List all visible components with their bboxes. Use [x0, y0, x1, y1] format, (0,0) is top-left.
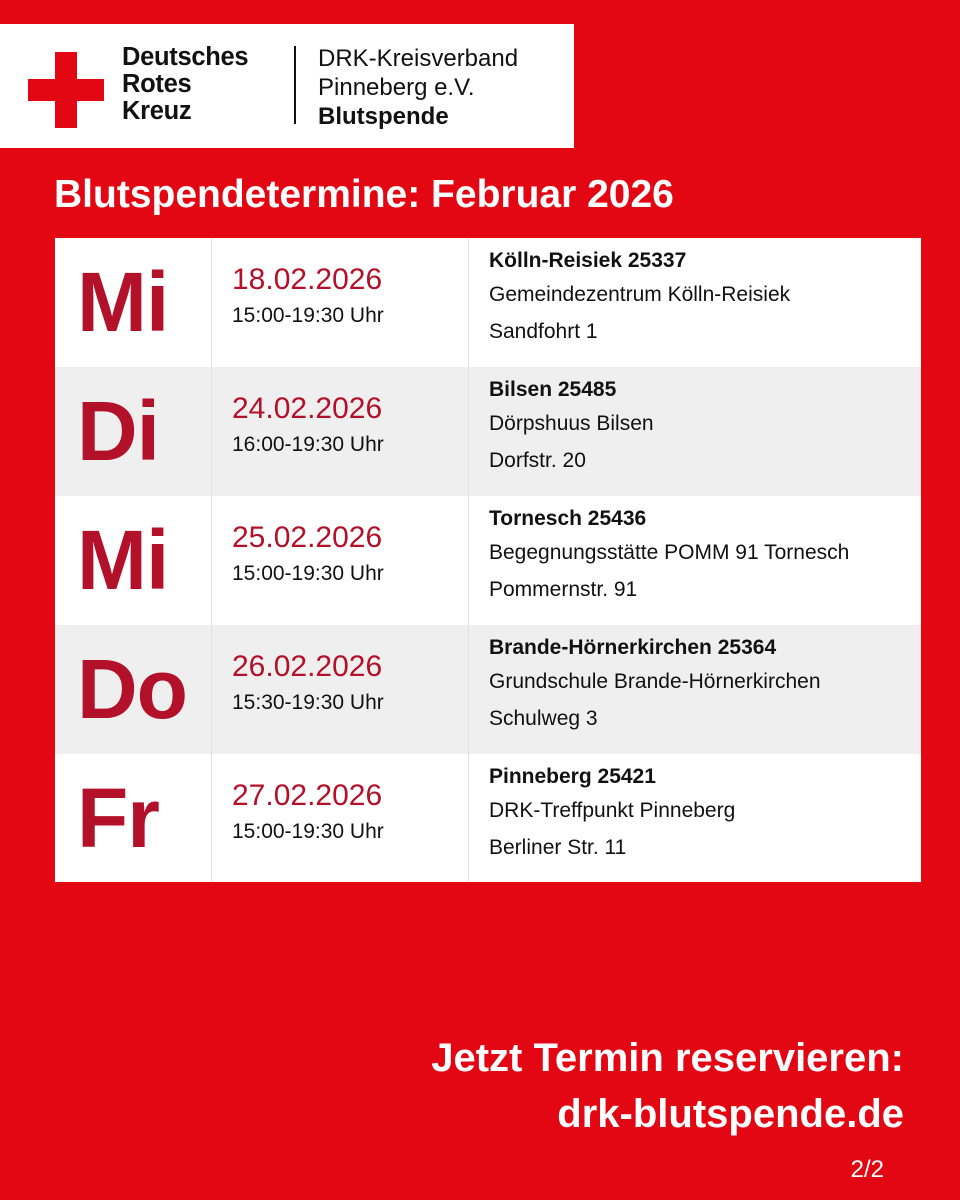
website-link[interactable]: drk-blutspende.de [557, 1092, 904, 1136]
location-cell [469, 238, 921, 367]
location-street: Pommernstr. 91 [489, 578, 638, 601]
location-street: Sandfohrt 1 [489, 320, 598, 343]
weekday: Di [55, 367, 212, 496]
location-cell [469, 625, 921, 754]
location-venue: Gemeindezentrum Kölln-Reisiek [489, 283, 791, 306]
location-street: Schulweg 3 [489, 707, 598, 730]
appointment-time: 15:30-19:30 Uhr [232, 691, 384, 714]
org-name-line: Deutsches [122, 43, 249, 71]
location-venue: Begegnungsstätte POMM 91 Tornesch [489, 541, 850, 564]
date-cell [212, 496, 469, 625]
call-to-action [431, 1030, 904, 1142]
appointment-row [55, 754, 921, 882]
appointment-row [55, 367, 921, 496]
location-cell [469, 367, 921, 496]
page-indicator: 2/2 [850, 1156, 884, 1183]
appointment-row [55, 238, 921, 367]
appointment-date: 26.02.2026 [232, 650, 383, 683]
org-name-line: Kreuz [122, 97, 192, 125]
date-cell [212, 754, 469, 882]
weekday: Mi [55, 238, 212, 367]
appointment-date: 18.02.2026 [232, 263, 383, 296]
sub-org-line: Pinneberg e.V. [318, 74, 475, 101]
location-cell [469, 496, 921, 625]
appointment-time: 16:00-19:30 Uhr [232, 433, 384, 456]
sub-org-line: Blutspende [318, 103, 449, 130]
appointment-row [55, 496, 921, 625]
appointment-row [55, 625, 921, 754]
drk-logo [0, 24, 574, 148]
appointment-time: 15:00-19:30 Uhr [232, 562, 384, 585]
location-cell [469, 754, 921, 882]
location-venue: Dörpshuus Bilsen [489, 412, 654, 435]
red-cross-icon [28, 52, 104, 128]
location-place: Pinneberg 25421 [489, 765, 656, 788]
sub-org-line: DRK-Kreisverband [318, 45, 519, 72]
location-venue: Grundschule Brande-Hörnerkirchen [489, 670, 821, 693]
location-place: Brande-Hörnerkirchen 25364 [489, 636, 777, 659]
appointment-time: 15:00-19:30 Uhr [232, 820, 384, 843]
location-place: Kölln-Reisiek 25337 [489, 249, 687, 272]
date-cell [212, 238, 469, 367]
sub-organisation [318, 44, 518, 131]
date-cell [212, 625, 469, 754]
location-venue: DRK-Treffpunkt Pinneberg [489, 799, 736, 822]
appointment-date: 24.02.2026 [232, 392, 383, 425]
cta-text: Jetzt Termin reservieren: [431, 1036, 904, 1080]
weekday: Fr [55, 754, 212, 882]
weekday: Do [55, 625, 212, 754]
location-place: Bilsen 25485 [489, 378, 617, 401]
appointment-time: 15:00-19:30 Uhr [232, 304, 384, 327]
location-street: Berliner Str. 11 [489, 836, 627, 859]
logo-divider [294, 46, 296, 124]
appointment-date: 27.02.2026 [232, 779, 383, 812]
date-cell [212, 367, 469, 496]
org-name [122, 44, 248, 125]
page-title: Blutspendetermine: Februar 2026 [54, 173, 674, 216]
appointment-date: 25.02.2026 [232, 521, 383, 554]
org-name-line: Rotes [122, 70, 192, 98]
weekday: Mi [55, 496, 212, 625]
location-street: Dorfstr. 20 [489, 449, 586, 472]
appointment-table [55, 238, 921, 882]
location-place: Tornesch 25436 [489, 507, 647, 530]
